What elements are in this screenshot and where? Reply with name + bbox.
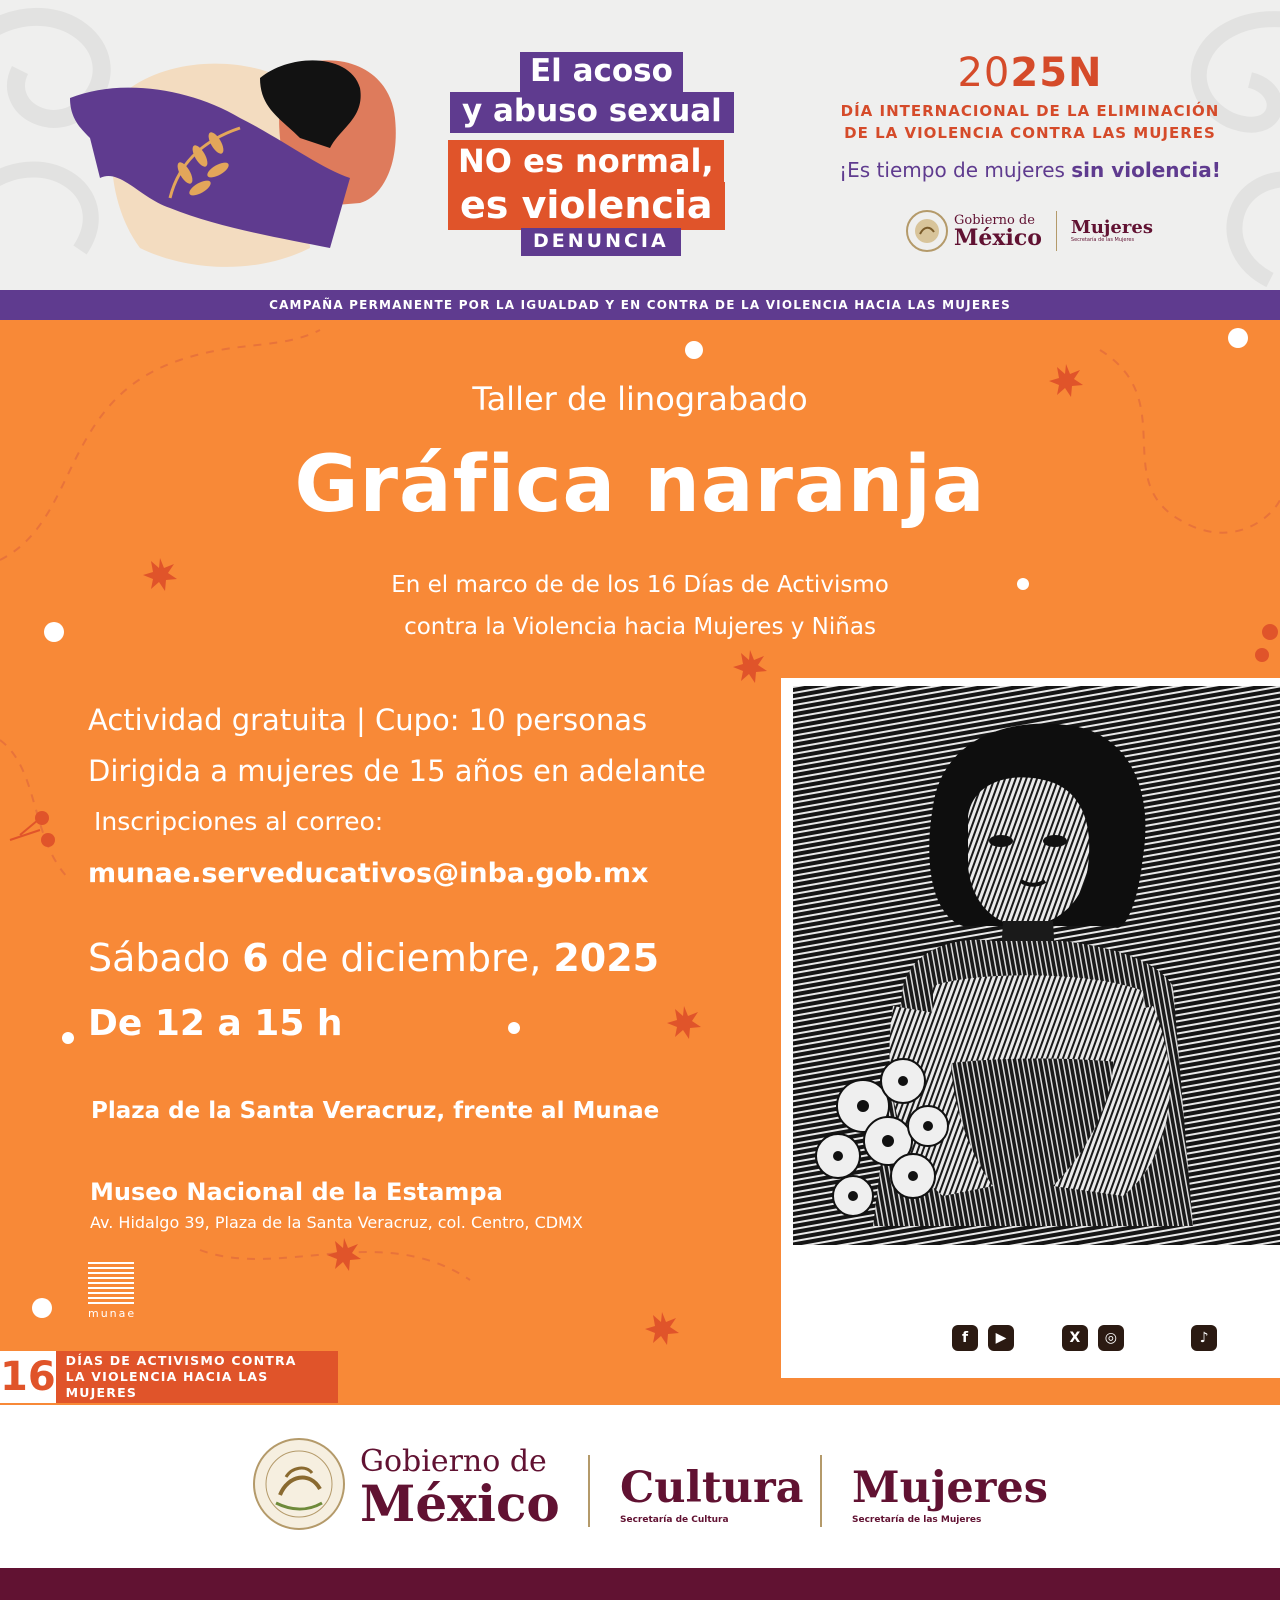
mexico-text: México: [954, 224, 1042, 251]
slogan-line-1: El acoso: [520, 52, 683, 92]
mujeres-text: Mujeres: [852, 1463, 1048, 1513]
footer-divider: [588, 1455, 590, 1527]
women-embrace-illustration: [60, 48, 400, 268]
x-icon[interactable]: X: [1062, 1325, 1088, 1351]
social-group-munae-mx: [1162, 1325, 1246, 1371]
slogan-line-2: y abuso sexual: [450, 92, 734, 133]
institutional-footer: [0, 1405, 1280, 1568]
cultura-logo: [620, 1465, 803, 1525]
gobierno-de-mexico-logo: [360, 1444, 560, 1533]
free-activity-capacity: Actividad gratuita | Cupo: 10 personas: [88, 703, 648, 737]
social-group-munaemx: [944, 1325, 1022, 1371]
campaign-banner: CAMPAÑA PERMANENTE POR LA IGUALDAD Y EN CONTRA DE LA VIOLENCIA HACIA LAS MUJERES: [0, 290, 1280, 320]
mujeres-sub-text: Secretaría de las Mujeres: [852, 1515, 982, 1525]
slogan-line-3: NO es normal,: [448, 140, 724, 182]
16-dias-line-2: LA VIOLENCIA HACIA LAS MUJERES: [65, 1369, 269, 1400]
target-audience: Dirigida a mujeres de 15 años en adelante: [88, 754, 706, 788]
16-dias-text: [66, 1353, 338, 1401]
facebook-icon[interactable]: f: [952, 1325, 978, 1351]
25n-year: [830, 50, 1230, 96]
social-handle[interactable]: @munae_mx: [1162, 1357, 1247, 1371]
mujeres-logo: [852, 1465, 1048, 1525]
registration-email-link[interactable]: munae.serveducativos@inba.gob.mx: [88, 858, 649, 889]
date-day: 6: [242, 936, 269, 980]
munae-logo-text: munae: [88, 1307, 137, 1320]
cultura-text: Cultura: [620, 1463, 804, 1513]
tiempo-slogan: [830, 158, 1230, 182]
denuncia-label: DENUNCIA: [521, 228, 681, 256]
year-bold: 25N: [1010, 50, 1103, 96]
linocut-girl-with-flowers-image: [793, 686, 1280, 1245]
footer-divider: [820, 1455, 822, 1527]
instagram-icon[interactable]: ◎: [1098, 1325, 1124, 1351]
logo-divider: [1056, 211, 1057, 251]
25n-block: [830, 50, 1230, 182]
activism-context: [0, 564, 1280, 648]
tiempo-prefix: ¡Es tiempo de mujeres: [839, 158, 1072, 182]
mujeres-text: Mujeres: [1070, 217, 1153, 238]
dia-internacional: [830, 100, 1230, 144]
slogan-line-4: es violencia: [448, 182, 725, 230]
munae-logo-bars: [88, 1262, 134, 1304]
youtube-icon[interactable]: ▶: [988, 1325, 1014, 1351]
museum-address: Av. Hidalgo 39, Plaza de la Santa Veracruz, col. Centro, CDMX: [90, 1213, 583, 1232]
national-seal-icon: [252, 1437, 346, 1531]
context-line-1: En el marco de de los 16 Días de Activismo: [391, 572, 889, 598]
workshop-title: Gráfica naranja: [294, 440, 986, 530]
tiktok-icon[interactable]: ♪: [1191, 1325, 1217, 1351]
event-location: Plaza de la Santa Veracruz, frente al Munae: [91, 1098, 660, 1124]
event-time: De 12 a 15 h: [88, 1003, 343, 1044]
social-handle[interactable]: @munaemexico: [1040, 1357, 1146, 1371]
gobierno-mujeres-logo-small: [906, 210, 1153, 252]
16-dias-activismo-badge: [0, 1351, 338, 1403]
event-poster-main: [0, 320, 1280, 1405]
national-seal-icon: [906, 210, 948, 252]
date-month: de diciembre,: [268, 936, 554, 980]
tiempo-bold: sin violencia!: [1071, 158, 1221, 182]
16-dias-number: 16: [0, 1351, 56, 1403]
year-prefix: 20: [957, 50, 1011, 96]
bottom-bar: [0, 1568, 1280, 1600]
social-group-munaemexico: [1040, 1325, 1146, 1371]
context-line-2: contra la Violencia hacia Mujeres y Niñas: [404, 614, 876, 640]
social-handle[interactable]: @munaemx: [944, 1357, 1023, 1371]
date-year: 2025: [553, 936, 660, 980]
dia-line-1: DÍA INTERNACIONAL DE LA ELIMINACIÓN: [840, 102, 1220, 120]
gobierno-de-text: Gobierno de: [954, 212, 1035, 228]
campaign-header: [0, 0, 1280, 290]
gobierno-de-text: Gobierno de: [360, 1444, 547, 1479]
event-date: [88, 936, 659, 980]
registration-label: Inscripciones al correo:: [94, 807, 384, 836]
date-weekday: Sábado: [88, 936, 243, 980]
dia-line-2: DE LA VIOLENCIA CONTRA LAS MUJERES: [844, 124, 1216, 142]
mujeres-sub-text: Secretaría de las Mujeres: [1070, 237, 1135, 243]
museum-name: Museo Nacional de la Estampa: [90, 1178, 503, 1206]
mexico-text: México: [360, 1474, 560, 1533]
workshop-type: Taller de linograbado: [472, 380, 808, 418]
16-dias-line-1: DÍAS DE ACTIVISMO CONTRA: [65, 1353, 297, 1368]
munae-logo: [88, 1262, 136, 1320]
cultura-sub-text: Secretaría de Cultura: [620, 1515, 729, 1525]
